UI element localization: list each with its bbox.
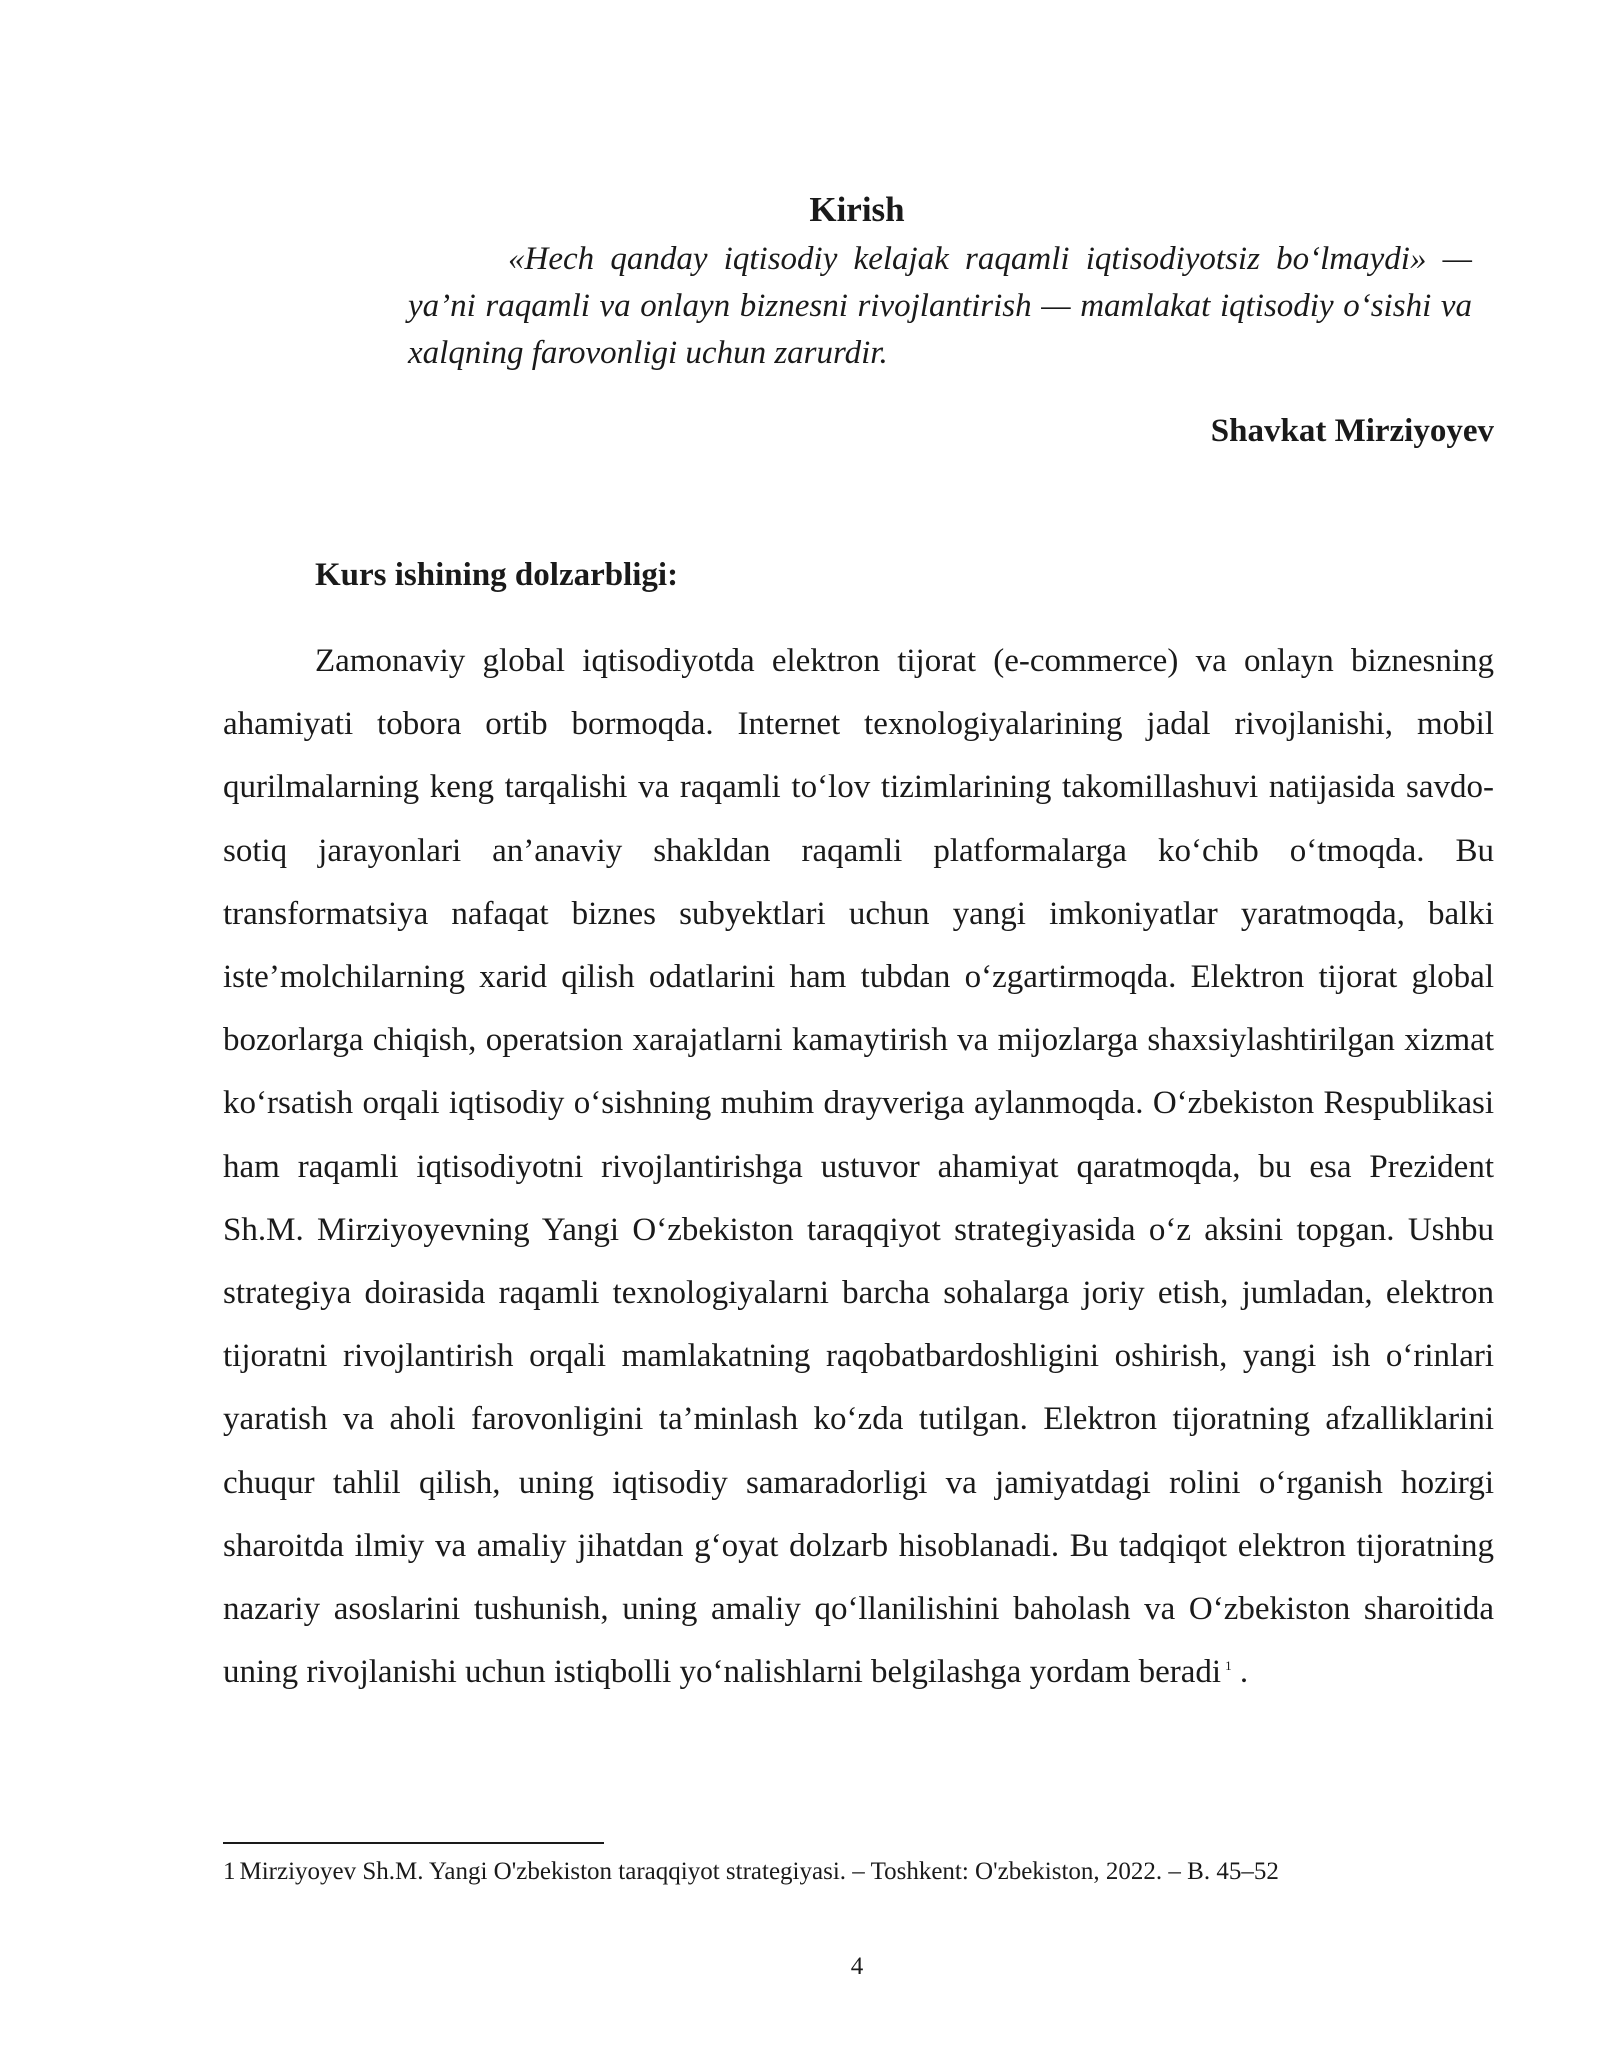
footnote-text: Mirziyoyev Sh.M. Yangi O'zbekiston taraqqiyot strategiyasi. – Toshkent: O'zbekiston, 2022. – B. 45–52	[239, 1858, 1279, 1885]
epigraph-author: Shavkat Mirziyoyev	[1210, 413, 1494, 449]
footnote	[223, 1855, 1503, 1889]
epigraph-quote: «Hech qanday iqtisodiy kelajak raqamli iqtisodiyotsiz bo‘lmaydi» — ya’ni raqamli va onlayn biznesni rivojlantirish — mamlakat iqtisodiy o‘sishi va xalqning farovonligi uchun zarurdir.	[408, 241, 1472, 371]
footnote-number: 1	[223, 1858, 236, 1885]
body-text: Zamonaviy global iqtisodiyotda elektron tijorat (e-commerce) va onlayn biznesning ahamiyati tobora ortib bormoqda. Internet texnologiyalarining jadal rivojlanishi, mobil qurilmalarning keng tarqalishi va raqamli to‘lov tizimlarining takomillashuvi natijasida savdo-sotiq jarayonlari an’anaviy shakldan raqamli platformalarga ko‘chib o‘tmoqda. Bu transformatsiya nafaqat biznes subyektlari uchun yangi imkoniyatlar yaratmoqda, balki iste’molchilarning xarid qilish odatlarini ham tubdan o‘zgartirmoqda. Elektron tijorat global bozorlarga chiqish, operatsion xarajatlarni kamaytirish va mijozlarga shaxsiylashtirilgan xizmat ko‘rsatish orqali iqtisodiy o‘sishning muhim drayveriga aylanmoqda. O‘zbekiston Respublikasi ham raqamli iqtisodiyotni rivojlantirishga ustuvor ahamiyat qaratmoqda, bu esa Prezident Sh.M. Mirziyoyevning Yangi O‘zbekiston taraqqiyot strategiyasida o‘z aksini topgan. Ushbu strategiya doirasida raqamli texnologiyalarni barcha sohalarga joriy etish, jumladan, elektron tijoratni rivojlantirish orqali mamlakatning raqobatbardoshligini oshirish, yangi ish o‘rinlari yaratish va aholi farovonligini ta’minlash ko‘zda tutilgan. Elektron tijoratning afzalliklarini chuqur tahlil qilish, uning iqtisodiy samaradorligi va jamiyatdagi rolini o‘rganish hozirgi sharoitda ilmiy va amaliy jihatdan g‘oyat dolzarb hisoblanadi. Bu tadqiqot elektron tijoratning nazariy asoslarini tushunish, uning amaliy qo‘llanilishini baholash va O‘zbekiston sharoitida uning rivojlanishi uchun istiqbolli yo‘nalishlarni belgilashga yordam beradi	[223, 643, 1494, 1691]
heading-text: Kirish	[809, 190, 905, 229]
subsection-title: Kurs ishining dolzarbligi:	[315, 557, 679, 593]
footnote-reference[interactable]: 1	[1225, 1658, 1232, 1674]
page-number: 4	[850, 1953, 864, 1980]
body-paragraph	[223, 630, 1494, 1704]
body-end-punctuation: .	[1239, 1654, 1249, 1691]
section-heading	[0, 188, 1600, 232]
footnote-divider	[223, 1842, 604, 1844]
